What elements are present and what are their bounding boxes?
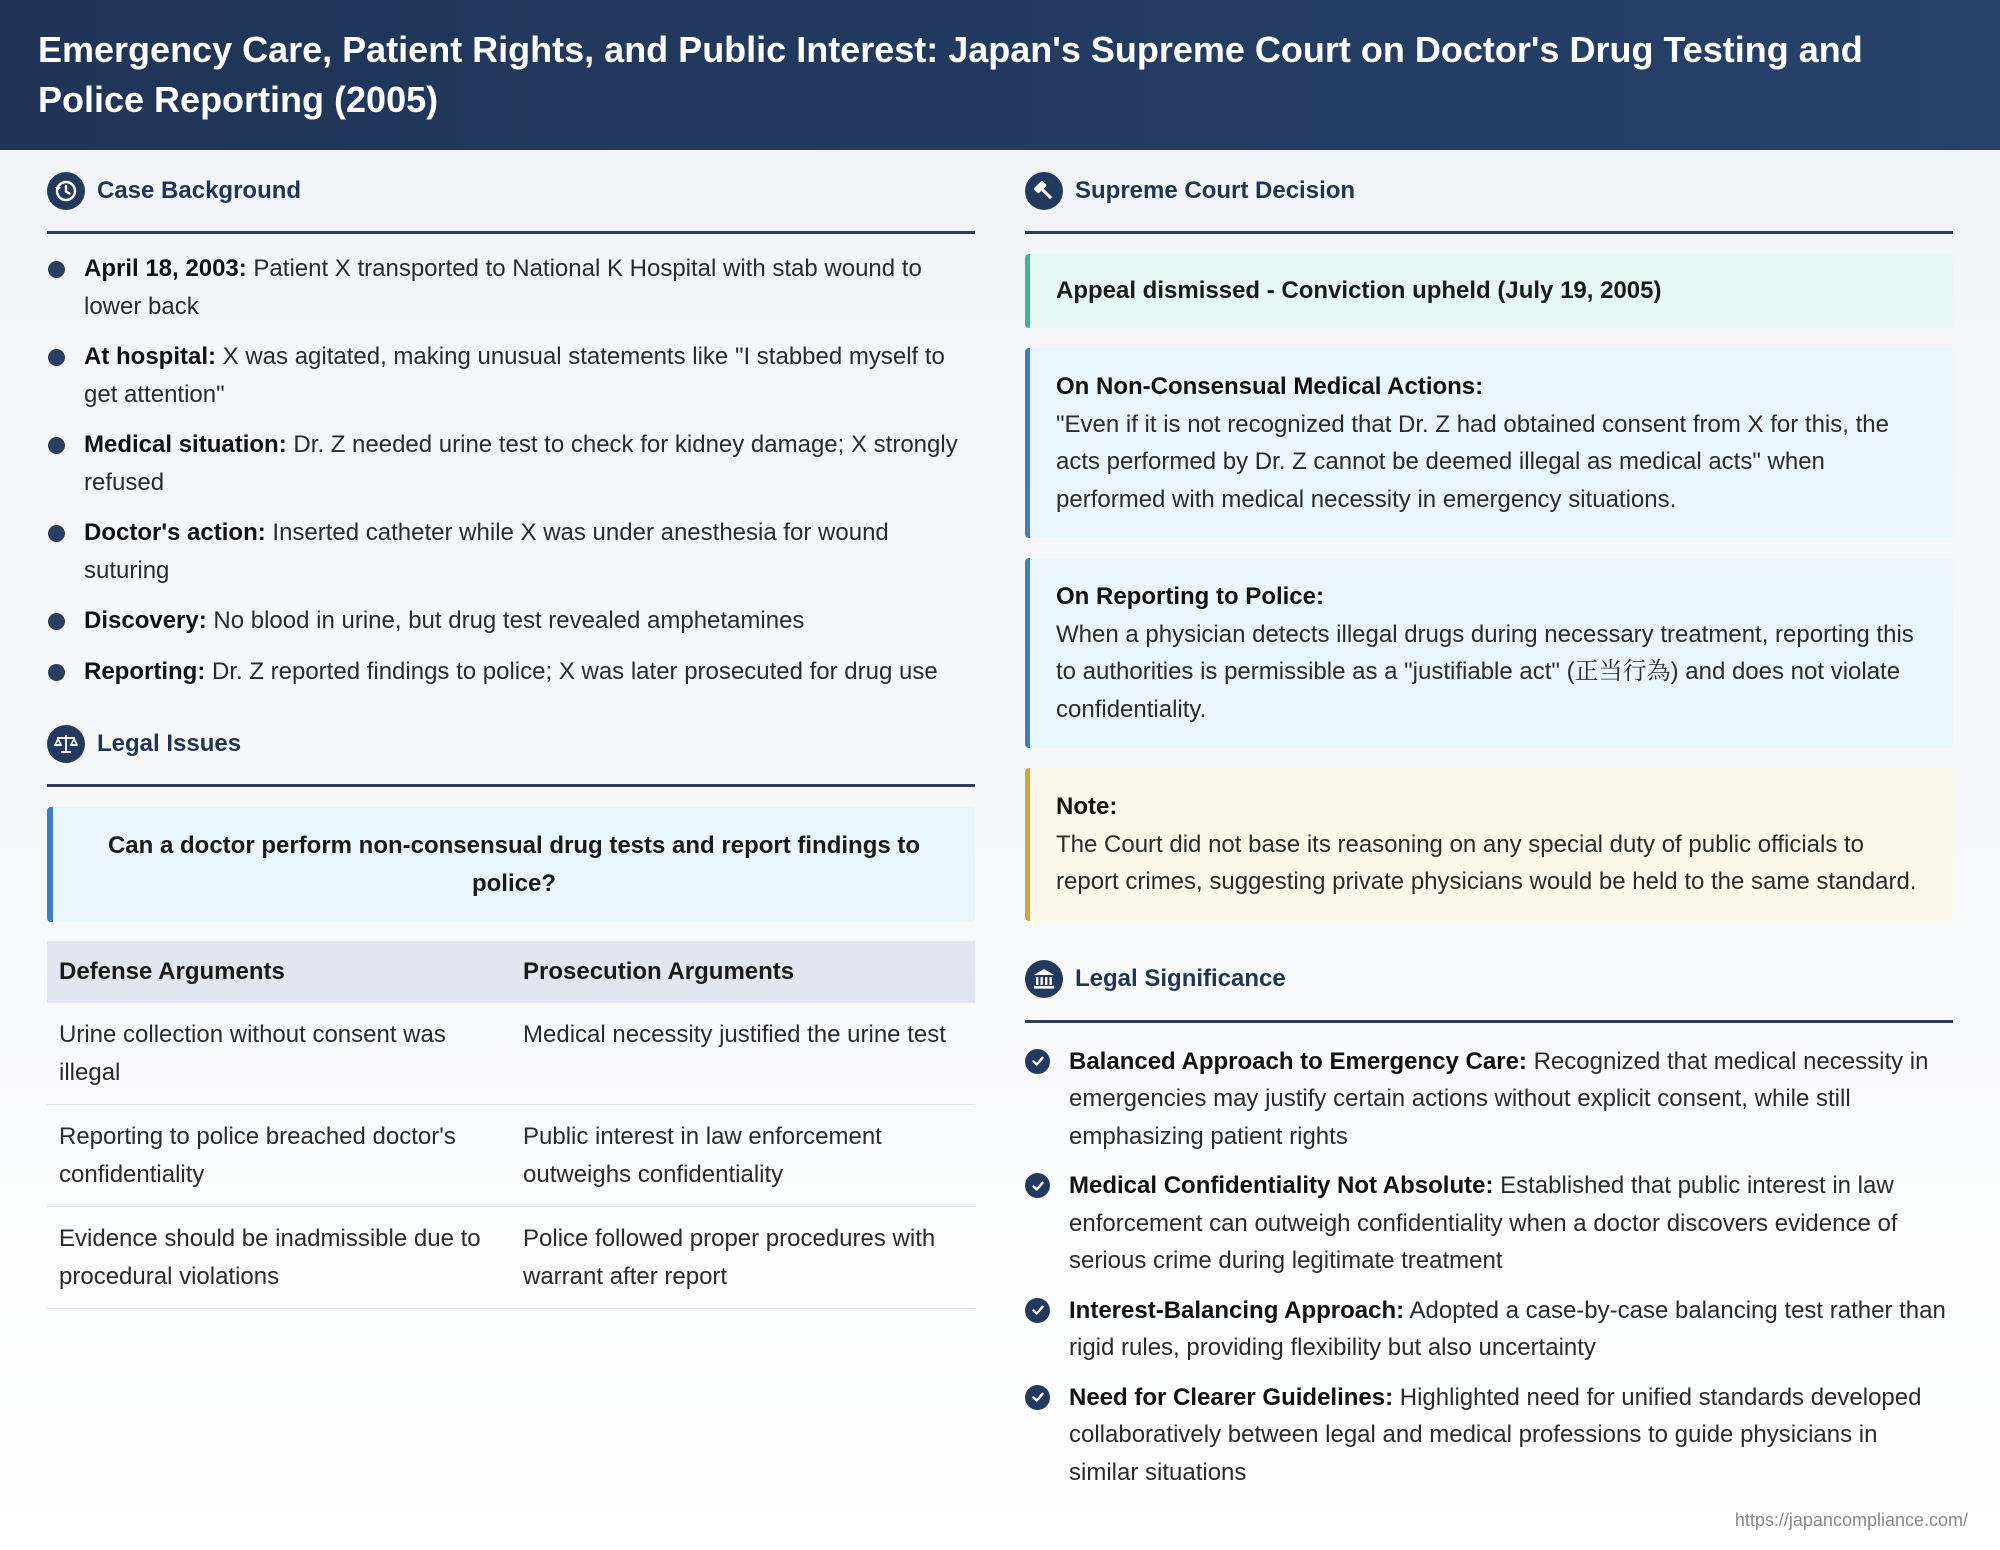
table-row [47, 1003, 975, 1105]
check-circle-icon [1025, 1385, 1050, 1410]
check-circle-icon [1025, 1173, 1050, 1198]
left-column [47, 150, 975, 1309]
table-row [47, 1207, 975, 1309]
table-cell: Reporting to police breached doctor's confidentiality [47, 1105, 511, 1207]
check-circle-icon [1025, 1298, 1050, 1323]
list-item [1025, 1379, 1953, 1492]
section-title: Case Background [97, 176, 302, 204]
reporting-police-box [1025, 558, 1953, 748]
non-consensual-actions-box [1025, 348, 1953, 538]
table-cell: Evidence should be inadmissible due to procedural violations [47, 1207, 511, 1309]
note-box [1025, 768, 1953, 921]
note-label: Note: [1056, 793, 1118, 820]
item-text: X was agitated, making unusual statements like "I stabbed myself to get attention" [84, 343, 945, 408]
source-url: https://japancompliance.com/ [1734, 1510, 1968, 1530]
institution-icon [1025, 960, 1063, 998]
gavel-icon [1025, 172, 1063, 210]
item-text: Highlighted need for unified standards developed collaboratively between legal and medical professions to guide physicians in similar situations [1069, 1383, 1922, 1486]
legal-issues-header [47, 703, 975, 787]
list-item [47, 250, 975, 325]
item-text: Adopted a case-by-case balancing test rather than rigid rules, providing flexibility but also uncertainty [1069, 1296, 1946, 1361]
case-background-header [47, 150, 975, 234]
list-item [1025, 1167, 1953, 1280]
table-row [47, 1105, 975, 1207]
list-item [47, 602, 975, 640]
bullet-icon [48, 437, 65, 454]
bullet-icon [48, 664, 65, 681]
item-label: Reporting: [84, 657, 206, 685]
supreme-court-decision-header [1025, 150, 1953, 234]
section-title: Legal Issues [97, 729, 242, 757]
section-title: Legal Significance [1075, 965, 1286, 992]
legal-question: Can a doctor perform non-consensual drug tests and report findings to police? [47, 807, 975, 922]
list-item [47, 653, 975, 691]
item-text: Established that public interest in law enforcement can outweigh confidentiality when a doctor discovers evidence of serious crime during legitimate treatment [1069, 1172, 1898, 1274]
page-title: Emergency Care, Patient Rights, and Public Interest: Japan's Supreme Court on Doctor's Drug Testing and Police Reporting (2005) [38, 29, 1863, 120]
section-title: Supreme Court Decision [1075, 176, 1356, 204]
item-label: Medical situation: [84, 431, 287, 458]
box-label: On Reporting to Police: [1056, 583, 1324, 610]
table-cell: Police followed proper procedures with warrant after report [511, 1207, 975, 1309]
arguments-table [47, 941, 975, 1309]
list-item [47, 426, 975, 501]
item-label: Need for Clearer Guidelines: [1069, 1383, 1394, 1411]
bullet-icon [48, 613, 65, 630]
list-item [1025, 1292, 1953, 1367]
item-label: Medical Confidentiality Not Absolute: [1069, 1172, 1494, 1199]
column-header-prosecution: Prosecution Arguments [511, 941, 975, 1003]
box-text: When a physician detects illegal drugs during necessary treatment, reporting this to authorities is permissible as a "justifiable act" (正当行為) and does not violate confidentiality. [1056, 620, 1914, 723]
item-label: Interest-Balancing Approach: [1069, 1296, 1405, 1324]
note-text: The Court did not base its reasoning on any special duty of public officials to report crimes, suggesting private physicians would be held to the same standard. [1056, 830, 1917, 895]
bullet-icon [48, 261, 65, 278]
bullet-icon [48, 349, 65, 366]
background-list [47, 250, 975, 690]
list-item [47, 514, 975, 589]
item-text: Inserted catheter while X was under anesthesia for wound suturing [84, 519, 889, 584]
bullet-icon [48, 525, 65, 542]
item-label: Doctor's action: [84, 519, 266, 546]
history-icon [47, 172, 85, 210]
item-label: At hospital: [84, 343, 216, 370]
check-circle-icon [1025, 1049, 1050, 1074]
box-text: "Even if it is not recognized that Dr. Z had obtained consent from X for this, the acts performed by Dr. Z cannot be deemed illegal as medical acts" when performed with medical necessity in emergency situations. [1056, 410, 1889, 513]
column-header-defense: Defense Arguments [47, 941, 511, 1003]
table-cell: Public interest in law enforcement outweighs confidentiality [511, 1105, 975, 1207]
item-label: Discovery: [84, 607, 207, 634]
item-label: Balanced Approach to Emergency Care: [1069, 1047, 1527, 1075]
item-text: No blood in urine, but drug test revealed amphetamines [206, 607, 805, 634]
item-text: Dr. Z needed urine test to check for kidney damage; X strongly refused [84, 431, 958, 496]
significance-list [1025, 1043, 1953, 1492]
table-cell: Medical necessity justified the urine test [511, 1003, 975, 1105]
list-item [1025, 1043, 1953, 1156]
box-label: On Non-Consensual Medical Actions: [1056, 373, 1484, 400]
table-cell: Urine collection without consent was illegal [47, 1003, 511, 1105]
table-header-row [47, 941, 975, 1003]
decision-outcome: Appeal dismissed - Conviction upheld (July 19, 2005) [1025, 254, 1953, 328]
item-text: Recognized that medical necessity in emergencies may justify certain actions without explicit consent, while still emphasizing patient rights [1069, 1047, 1929, 1150]
item-text: Dr. Z reported findings to police; X was later prosecuted for drug use [205, 657, 938, 685]
right-column [1025, 150, 1953, 1503]
item-label: April 18, 2003: [84, 255, 247, 282]
list-item [47, 338, 975, 413]
legal-significance-header [1025, 939, 1953, 1023]
item-text: Patient X transported to National K Hospital with stab wound to lower back [84, 255, 922, 320]
page-header [0, 0, 2000, 150]
scale-icon [47, 725, 85, 763]
